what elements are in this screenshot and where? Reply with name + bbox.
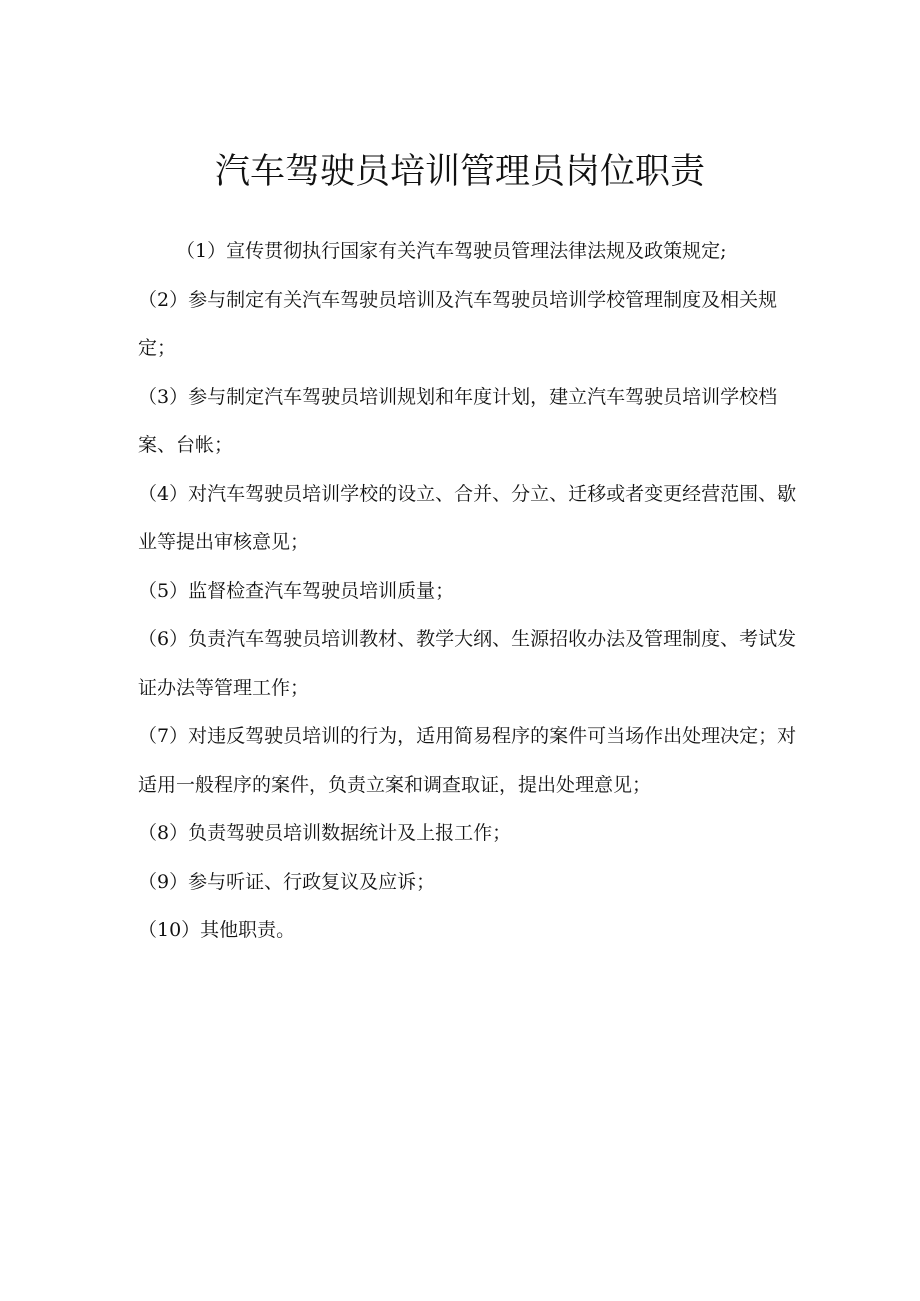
clause-4: （4）对汽车驾驶员培训学校的设立、合并、分立、迁移或者变更经营范围、歇业等提出审核意见； — [138, 482, 797, 553]
clause-2: （2）参与制定有关汽车驾驶员培训及汽车驾驶员培训学校管理制度及相关规定； — [138, 288, 778, 359]
clause-10: （10）其他职责。 — [138, 919, 296, 941]
clause-5: （5）监督检查汽车驾驶员培训质量； — [138, 579, 455, 602]
clause-6: （6）负责汽车驾驶员培训教材、教学大纲、生源招收办法及管理制度、考试发证办法等管理工作； — [138, 628, 797, 699]
clause-3: （3）参与制定汽车驾驶员培训规划和年度计划，建立汽车驾驶员培训学校档案、台帐； — [138, 385, 778, 456]
clause-7: （7）对违反驾驶员培训的行为，适用简易程序的案件可当场作出处理决定；对适用一般程序的案件，负责立案和调查取证，提出处理意见； — [138, 725, 797, 796]
clause-8: （8）负责驾驶员培训数据统计及上报工作； — [138, 822, 512, 844]
clause-1: （1）宣传贯彻执行国家有关汽车驾驶员管理法律法规及政策规定; — [176, 240, 727, 262]
clause-list — [138, 227, 798, 955]
page-title: 汽车驾驶员培训管理员岗位职责 — [214, 152, 705, 192]
clause-9: （9）参与听证、行政复议及应诉； — [138, 870, 436, 893]
